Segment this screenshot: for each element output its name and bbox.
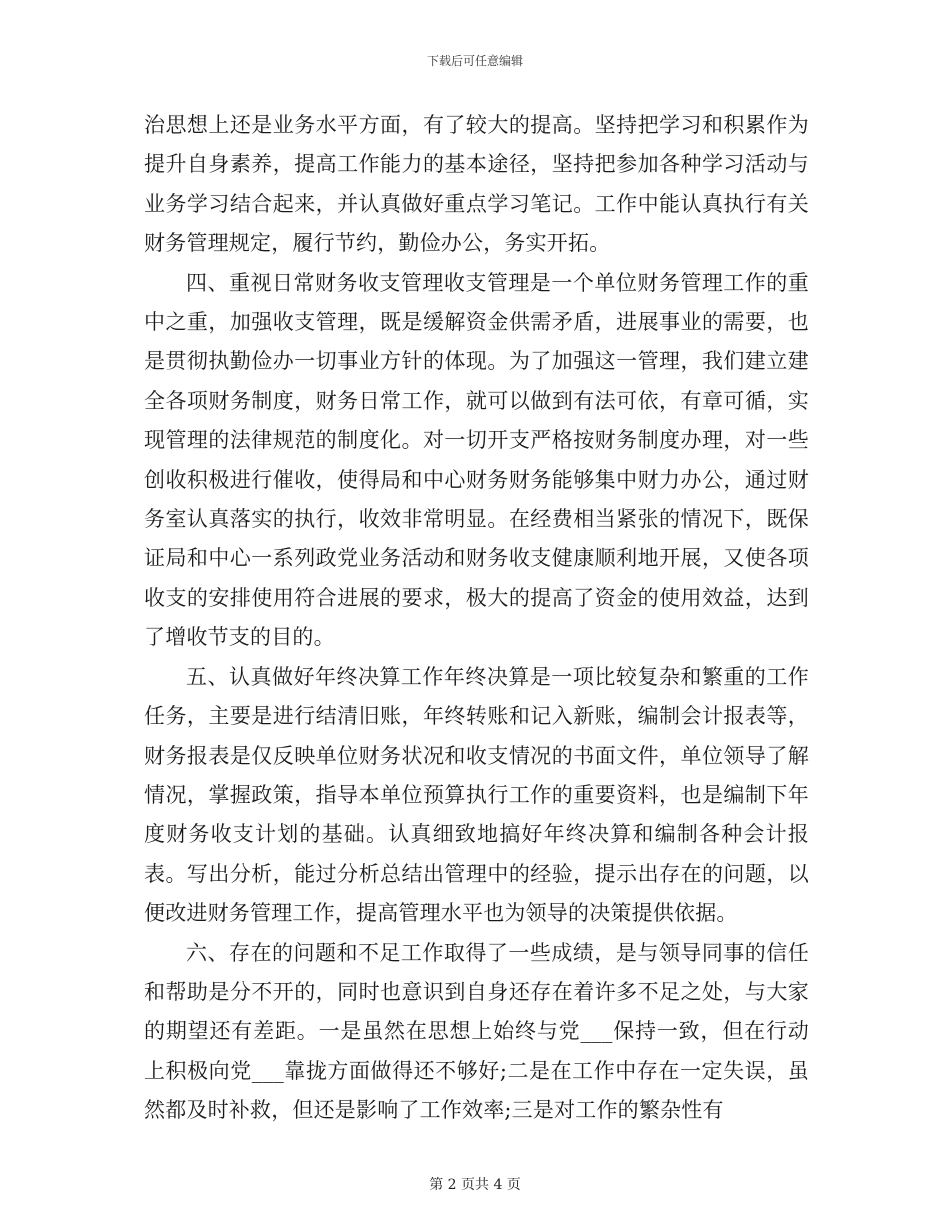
paragraph-section-six: 六、存在的问题和不足工作取得了一些成绩，是与领导同事的信任和帮助是分不开的，同时也意识到自身还存在着许多不足之处，与大家的期望还有差距。一是虽然在思想上始终与党___保持一致，但在行动上积极向党___靠拢方面做得还不够好;二是在工作中存在一定失误，虽然都及时补救，但还是影响了工作效率;三是对工作的繁杂性有 [144, 940, 809, 1123]
document-body [144, 106, 809, 1131]
paragraph-section-five: 五、认真做好年终决算工作年终决算是一项比较复杂和繁重的工作任务，主要是进行结清旧账，年终转账和记入新账，编制会计报表等，财务报表是仅反映单位财务状况和收支情况的书面文件，单位领导了解情况，掌握政策，指导本单位预算执行工作的重要资料，也是编制下年度财务收支计划的基础。认真细致地搞好年终决算和编制各种会计报表。写出分析，能过分析总结出管理中的经验，提示出存在的问题，以便改进财务管理工作，提高管理水平也为领导的决策提供依据。 [144, 664, 809, 926]
page-header: 下载后可任意编辑 [426, 54, 523, 68]
paragraph-section-four: 四、重视日常财务收支管理收支管理是一个单位财务管理工作的重中之重，加强收支管理，既是缓解资金供需矛盾，进展事业的需要，也是贯彻执勤俭办一切事业方针的体现。为了加强这一管理，我们建立建全各项财务制度，财务日常工作，就可以做到有法可依，有章可循，实现管理的法律规范的制度化。对一切开支严格按财务制度办理，对一些创收积极进行催收，使得局和中心财务财务能够集中财力办公，通过财务室认真落实的执行，收效非常明显。在经费相当紧张的情况下，既保证局和中心一系列政党业务活动和财务收支健康顺利地开展，又使各项收支的安排使用符合进展的要求，极大的提高了资金的使用效益，达到了增收节支的目的。 [144, 270, 809, 650]
page-number-footer: 第 2 页共 4 页 [429, 1177, 521, 1193]
paragraph-continuation: 治思想上还是业务水平方面，有了较大的提高。坚持把学习和积累作为提升自身素养，提高工作能力的基本途径，坚持把参加各种学习活动与业务学习结合起来，并认真做好重点学习笔记。工作中能认真执行有关财务管理规定，履行节约，勤俭办公，务实开拓。 [144, 113, 809, 256]
